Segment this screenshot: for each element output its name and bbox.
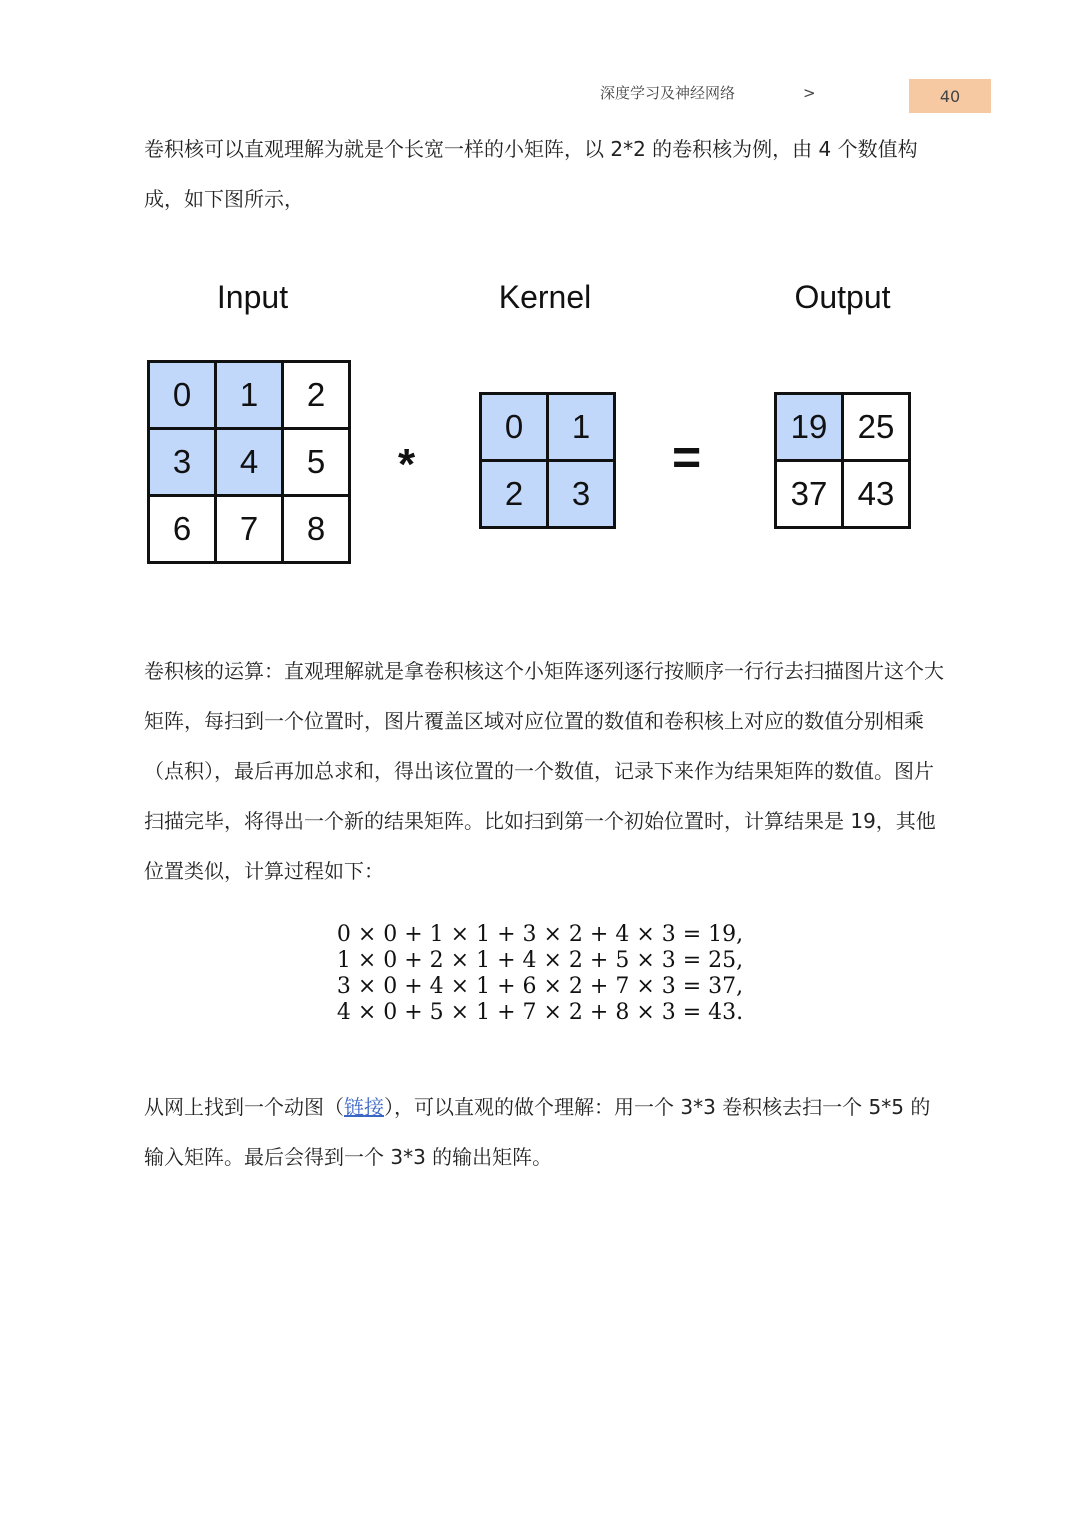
input-cell: 3	[150, 430, 214, 494]
convolution-operator: *	[398, 440, 416, 489]
kernel-cell: 1	[549, 395, 613, 459]
formula-line: 3 × 0 + 4 × 1 + 6 × 2 + 7 × 3 = 37,	[336, 974, 744, 999]
kernel-cell: 2	[482, 462, 546, 526]
header-title: 深度学习及神经网络	[600, 84, 736, 102]
input-cell: 4	[217, 430, 281, 494]
input-label: Input	[216, 279, 289, 315]
formula-line: 4 × 0 + 5 × 1 + 7 × 2 + 8 × 3 = 43.	[336, 1000, 744, 1025]
input-cell: 6	[150, 497, 214, 561]
animation-paragraph	[144, 1082, 944, 1182]
calculation-formula	[300, 922, 780, 1026]
output-cell: 25	[844, 395, 908, 459]
paragraph-text: ），可以直观的做个理解：用一个 3*3 卷积核去扫一个 5*5 的输入矩阵。最后会得到一个 3*3 的输出矩阵。	[144, 1095, 931, 1169]
input-cell: 5	[284, 430, 348, 494]
kernel-matrix	[479, 392, 616, 529]
explanation-paragraph: 卷积核的运算：直观理解就是拿卷积核这个小矩阵逐列逐行按顺序一行行去扫描图片这个大矩阵，每扫到一个位置时，图片覆盖区域对应位置的数值和卷积核上对应的数值分别相乘（点积），最后再加总求和，得出该位置的一个数值，记录下来作为结果矩阵的数值。图片扫描完毕，将得出一个新的结果矩阵。比如扫到第一个初始位置时，计算结果是 19，其他位置类似，计算过程如下：	[144, 659, 944, 883]
equals-operator: =	[672, 429, 702, 485]
kernel-cell: 3	[549, 462, 613, 526]
input-cell: 2	[284, 363, 348, 427]
paragraph-text: 从网上找到一个动图（	[144, 1095, 344, 1119]
output-cell: 43	[844, 462, 908, 526]
output-label: Output	[794, 279, 891, 315]
output-cell: 37	[777, 462, 841, 526]
intro-paragraph: 卷积核可以直观理解为就是个长宽一样的小矩阵，以 2*2 的卷积核为例，由 4 个数值构成，如下图所示，	[144, 137, 918, 211]
page-number-badge: 40	[909, 79, 991, 113]
input-matrix	[147, 360, 351, 564]
input-cell: 1	[217, 363, 281, 427]
output-cell: 19	[777, 395, 841, 459]
formula-line: 0 × 0 + 1 × 1 + 3 × 2 + 4 × 3 = 19,	[336, 922, 744, 947]
output-matrix	[774, 392, 911, 529]
formula-line: 1 × 0 + 2 × 1 + 4 × 2 + 5 × 3 = 25,	[336, 948, 744, 973]
kernel-cell: 0	[482, 395, 546, 459]
breadcrumb-separator: >	[803, 84, 816, 102]
kernel-label: Kernel	[498, 279, 592, 315]
input-cell: 7	[217, 497, 281, 561]
input-cell: 0	[150, 363, 214, 427]
animation-link[interactable]: 链接	[344, 1095, 384, 1119]
input-cell: 8	[284, 497, 348, 561]
